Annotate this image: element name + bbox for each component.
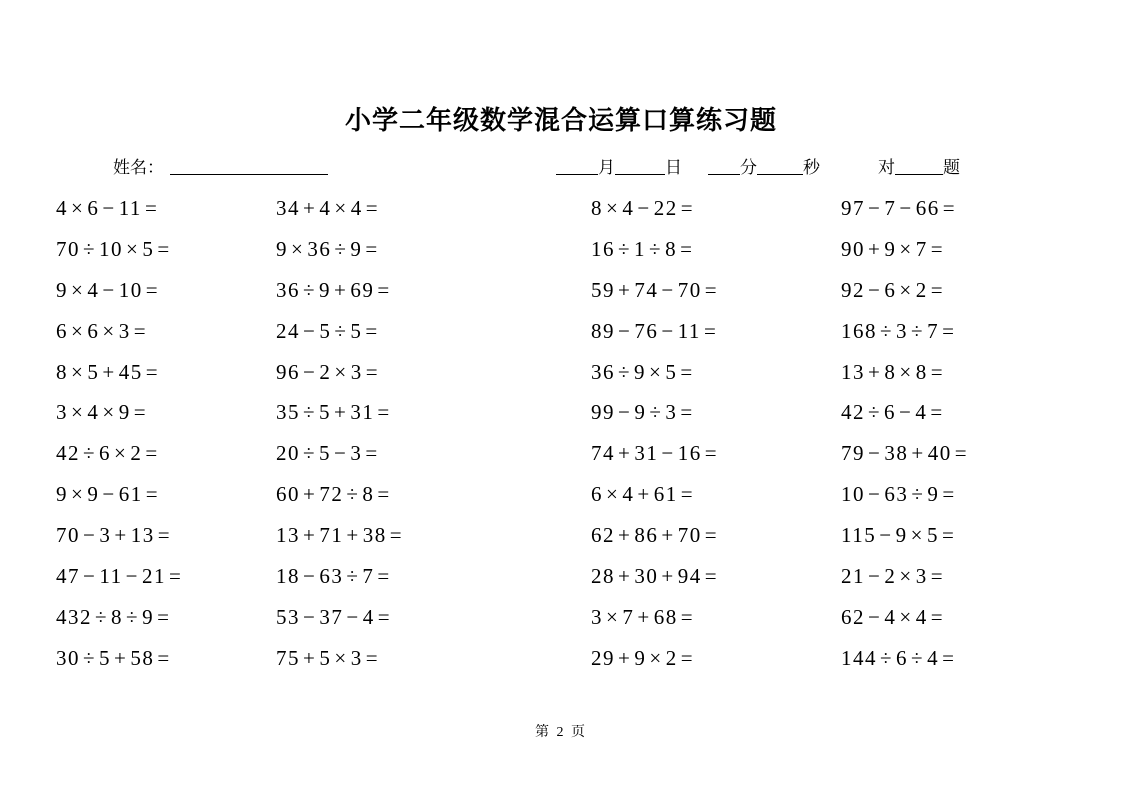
operator: − <box>346 604 360 629</box>
operator: − <box>868 196 882 220</box>
problem-c2-r1: 34 + 4 × 4 = <box>276 188 591 229</box>
operator: ÷ <box>618 236 632 261</box>
operator: = <box>704 564 719 589</box>
operator: − <box>868 277 882 302</box>
problem-c4-r7: 79 − 38 + 40 = <box>841 433 971 474</box>
operator: = <box>941 523 956 548</box>
operator: + <box>346 523 360 548</box>
month-label: 月 <box>598 158 615 177</box>
operator: = <box>145 359 160 384</box>
problem-c3-r9: 62 + 86 + 70 = <box>591 515 841 556</box>
operator: ÷ <box>95 604 109 629</box>
problem-c2-r9: 13 + 71 + 38 = <box>276 515 591 556</box>
operator: − <box>637 196 651 220</box>
problem-c3-r5: 36 ÷ 9 × 5 = <box>591 352 841 393</box>
operator: ÷ <box>346 564 360 589</box>
operator: = <box>942 645 956 670</box>
problem-c2-r12: 75 + 5 × 3 = <box>276 638 591 679</box>
problem-c1-r7: 42 ÷ 6 × 2 = <box>56 433 276 474</box>
problem-c3-r8: 6 × 4 + 61 = <box>591 474 841 515</box>
problem-c1-r8: 9 × 9 − 61 = <box>56 474 276 515</box>
operator: + <box>102 359 116 384</box>
problem-c1-r10: 47 − 11 − 21 = <box>56 556 276 597</box>
operator: = <box>377 400 391 425</box>
operator: − <box>868 604 882 629</box>
operator: × <box>71 318 85 343</box>
operator: = <box>377 564 391 589</box>
operator: = <box>145 441 159 466</box>
operator: × <box>291 236 305 261</box>
operator: − <box>83 564 97 589</box>
operator: = <box>704 277 719 302</box>
problem-c3-r10: 28 + 30 + 94 = <box>591 556 841 597</box>
operator: × <box>102 400 116 425</box>
operator: = <box>704 523 719 548</box>
problem-c4-r3: 92 − 6 × 2 = <box>841 270 971 311</box>
problem-c3-r7: 74 + 31 − 16 = <box>591 433 841 474</box>
problem-c2-r2: 9 × 36 ÷ 9 = <box>276 229 591 270</box>
operator: + <box>618 645 632 670</box>
operator: − <box>125 564 139 589</box>
operator: = <box>157 236 171 261</box>
problem-c4-r11: 62 − 4 × 4 = <box>841 597 971 638</box>
operator: ÷ <box>83 441 97 466</box>
operator: = <box>930 236 945 261</box>
second-blank[interactable] <box>757 159 803 175</box>
operator: × <box>649 359 663 384</box>
operator: − <box>661 441 675 466</box>
operator: = <box>365 318 379 343</box>
operator: + <box>303 196 317 220</box>
problem-column-3 <box>591 188 841 679</box>
operator: = <box>133 400 148 425</box>
operator: + <box>637 482 651 507</box>
operator: × <box>899 564 913 589</box>
operator: × <box>334 196 348 220</box>
page-title: 小学二年级数学混合运算口算练习题 <box>344 105 777 135</box>
operator: + <box>114 523 128 548</box>
operator: ÷ <box>911 318 925 343</box>
operator: = <box>157 523 172 548</box>
operator: ÷ <box>303 277 317 302</box>
problem-c4-r6: 42 ÷ 6 − 4 = <box>841 392 971 433</box>
operator: ÷ <box>83 645 97 670</box>
problem-c2-r6: 35 ÷ 5 + 31 = <box>276 392 591 433</box>
problem-c4-r8: 10 − 63 ÷ 9 = <box>841 474 971 515</box>
problem-c3-r6: 99 − 9 ÷ 3 = <box>591 392 841 433</box>
problem-c2-r5: 96 − 2 × 3 = <box>276 352 591 393</box>
operator: ÷ <box>303 400 317 425</box>
operator: × <box>114 441 128 466</box>
problem-c3-r4: 89 − 76 − 11 = <box>591 311 841 352</box>
problem-c3-r1: 8 × 4 − 22 = <box>591 188 841 229</box>
score-group <box>878 153 960 178</box>
operator: × <box>71 400 85 425</box>
header-row <box>0 153 1122 181</box>
minute-label: 分 <box>740 158 757 177</box>
correct-label: 对 <box>878 158 895 177</box>
operator: × <box>334 359 348 384</box>
operator: = <box>942 482 956 507</box>
operator: × <box>899 277 913 302</box>
operator: = <box>680 359 694 384</box>
operator: − <box>303 318 317 343</box>
operator: ÷ <box>126 604 140 629</box>
problem-c4-r12: 144 ÷ 6 ÷ 4 = <box>841 638 971 679</box>
operator: + <box>618 564 632 589</box>
operator: − <box>618 400 632 425</box>
operator: = <box>703 318 718 343</box>
operator: − <box>868 441 882 466</box>
problem-column-1 <box>56 188 276 679</box>
operator: − <box>102 277 116 302</box>
operator: = <box>157 604 171 629</box>
name-group <box>113 153 328 178</box>
operator: ÷ <box>649 236 663 261</box>
operator: = <box>365 236 379 261</box>
problem-c3-r3: 59 + 74 − 70 = <box>591 270 841 311</box>
operator: × <box>334 645 348 670</box>
operator: + <box>334 400 348 425</box>
operator: + <box>618 277 632 302</box>
operator: = <box>680 645 695 670</box>
operator: − <box>899 196 913 220</box>
operator: − <box>102 196 116 220</box>
correct-count-blank[interactable] <box>895 159 943 175</box>
problem-c2-r10: 18 − 63 ÷ 7 = <box>276 556 591 597</box>
operator: = <box>157 645 171 670</box>
operator: = <box>680 400 694 425</box>
operator: + <box>618 523 632 548</box>
operator: × <box>126 236 140 261</box>
problem-c2-r3: 36 ÷ 9 + 69 = <box>276 270 591 311</box>
operator: + <box>911 441 925 466</box>
operator: ÷ <box>868 400 882 425</box>
operator: − <box>661 277 675 302</box>
operator: − <box>899 400 913 425</box>
operator: × <box>606 196 620 220</box>
problem-c4-r2: 90 + 9 × 7 = <box>841 229 971 270</box>
operator: × <box>899 236 913 261</box>
operator: = <box>930 604 945 629</box>
operator: ÷ <box>649 400 663 425</box>
operator: = <box>680 482 695 507</box>
problems-grid <box>56 188 971 679</box>
operator: × <box>606 482 620 507</box>
operator: = <box>377 277 391 302</box>
problem-c4-r5: 13 + 8 × 8 = <box>841 352 971 393</box>
problem-column-2 <box>276 188 591 679</box>
operator: − <box>868 564 882 589</box>
problem-c1-r5: 8 × 5 + 45 = <box>56 352 276 393</box>
problem-c1-r3: 9 × 4 − 10 = <box>56 270 276 311</box>
operator: × <box>71 482 85 507</box>
problem-c1-r9: 70 − 3 + 13 = <box>56 515 276 556</box>
operator: + <box>334 277 348 302</box>
problem-c2-r4: 24 − 5 ÷ 5 = <box>276 311 591 352</box>
problem-c3-r2: 16 ÷ 1 ÷ 8 = <box>591 229 841 270</box>
operator: ÷ <box>618 359 632 384</box>
operator: = <box>954 441 969 466</box>
operator: = <box>145 277 160 302</box>
operator: + <box>303 482 317 507</box>
operator: × <box>71 359 85 384</box>
date-time-group <box>556 153 820 178</box>
operator: + <box>868 359 882 384</box>
operator: − <box>303 604 317 629</box>
problem-c3-r12: 29 + 9 × 2 = <box>591 638 841 679</box>
operator: = <box>365 645 380 670</box>
problem-c4-r4: 168 ÷ 3 ÷ 7 = <box>841 311 971 352</box>
operator: × <box>649 645 663 670</box>
operator: = <box>377 604 392 629</box>
operator: = <box>680 604 695 629</box>
operator: = <box>942 196 957 220</box>
problem-c1-r12: 30 ÷ 5 + 58 = <box>56 638 276 679</box>
problem-c4-r9: 115 − 9 × 5 = <box>841 515 971 556</box>
operator: ÷ <box>880 645 894 670</box>
operator: = <box>377 482 391 507</box>
operator: − <box>303 564 317 589</box>
operator: − <box>661 318 675 343</box>
operator: = <box>680 196 695 220</box>
operator: ÷ <box>334 236 348 261</box>
month-blank[interactable] <box>556 159 598 175</box>
problem-c1-r11: 432 ÷ 8 ÷ 9 = <box>56 597 276 638</box>
operator: ÷ <box>83 236 97 261</box>
problem-c1-r2: 70 ÷ 10 × 5 = <box>56 229 276 270</box>
second-label: 秒 <box>803 158 820 177</box>
operator: − <box>879 523 893 548</box>
problem-c3-r11: 3 × 7 + 68 = <box>591 597 841 638</box>
problem-c1-r1: 4 × 6 − 11 = <box>56 188 276 229</box>
problem-c2-r11: 53 − 37 − 4 = <box>276 597 591 638</box>
problem-c4-r10: 21 − 2 × 3 = <box>841 556 971 597</box>
problem-c1-r6: 3 × 4 × 9 = <box>56 392 276 433</box>
operator: × <box>71 196 85 220</box>
operator: = <box>133 318 148 343</box>
page-number: 第 2 页 <box>535 725 587 740</box>
name-label: 姓名： <box>113 158 164 177</box>
operator: ÷ <box>346 482 360 507</box>
operator: − <box>334 441 348 466</box>
operator: = <box>930 277 945 302</box>
operator: = <box>930 564 945 589</box>
operator: + <box>661 564 675 589</box>
operator: = <box>930 359 945 384</box>
problem-c2-r7: 20 ÷ 5 − 3 = <box>276 433 591 474</box>
operator: = <box>365 359 380 384</box>
operator: ÷ <box>911 482 925 507</box>
day-blank[interactable] <box>615 159 665 175</box>
operator: = <box>680 236 694 261</box>
operator: + <box>303 523 317 548</box>
operator: − <box>618 318 632 343</box>
operator: × <box>899 359 913 384</box>
day-label: 日 <box>665 158 682 177</box>
operator: ÷ <box>334 318 348 343</box>
operator: ÷ <box>880 318 894 343</box>
operator: + <box>303 645 317 670</box>
operator: + <box>114 645 128 670</box>
minute-blank[interactable] <box>708 159 740 175</box>
operator: = <box>942 318 956 343</box>
operator: × <box>102 318 116 343</box>
operator: × <box>899 604 913 629</box>
operator: + <box>661 523 675 548</box>
problem-column-4 <box>841 188 971 679</box>
operator: − <box>868 482 882 507</box>
operator: − <box>83 523 97 548</box>
operator: × <box>910 523 924 548</box>
problem-c1-r4: 6 × 6 × 3 = <box>56 311 276 352</box>
problem-c2-r8: 60 + 72 ÷ 8 = <box>276 474 591 515</box>
operator: − <box>303 359 317 384</box>
operator: = <box>365 196 380 220</box>
operator: = <box>144 196 159 220</box>
operator: = <box>168 564 183 589</box>
operator: + <box>637 604 651 629</box>
operator: = <box>389 523 404 548</box>
problem-count-label: 题 <box>943 158 960 177</box>
operator: × <box>71 277 85 302</box>
operator: = <box>930 400 944 425</box>
operator: × <box>606 604 620 629</box>
operator: = <box>704 441 719 466</box>
problem-c4-r1: 97 − 7 − 66 = <box>841 188 971 229</box>
name-blank[interactable] <box>170 159 328 175</box>
operator: = <box>145 482 160 507</box>
operator: − <box>102 482 116 507</box>
operator: ÷ <box>911 645 925 670</box>
operator: + <box>868 236 882 261</box>
operator: = <box>365 441 379 466</box>
operator: ÷ <box>303 441 317 466</box>
operator: + <box>618 441 632 466</box>
